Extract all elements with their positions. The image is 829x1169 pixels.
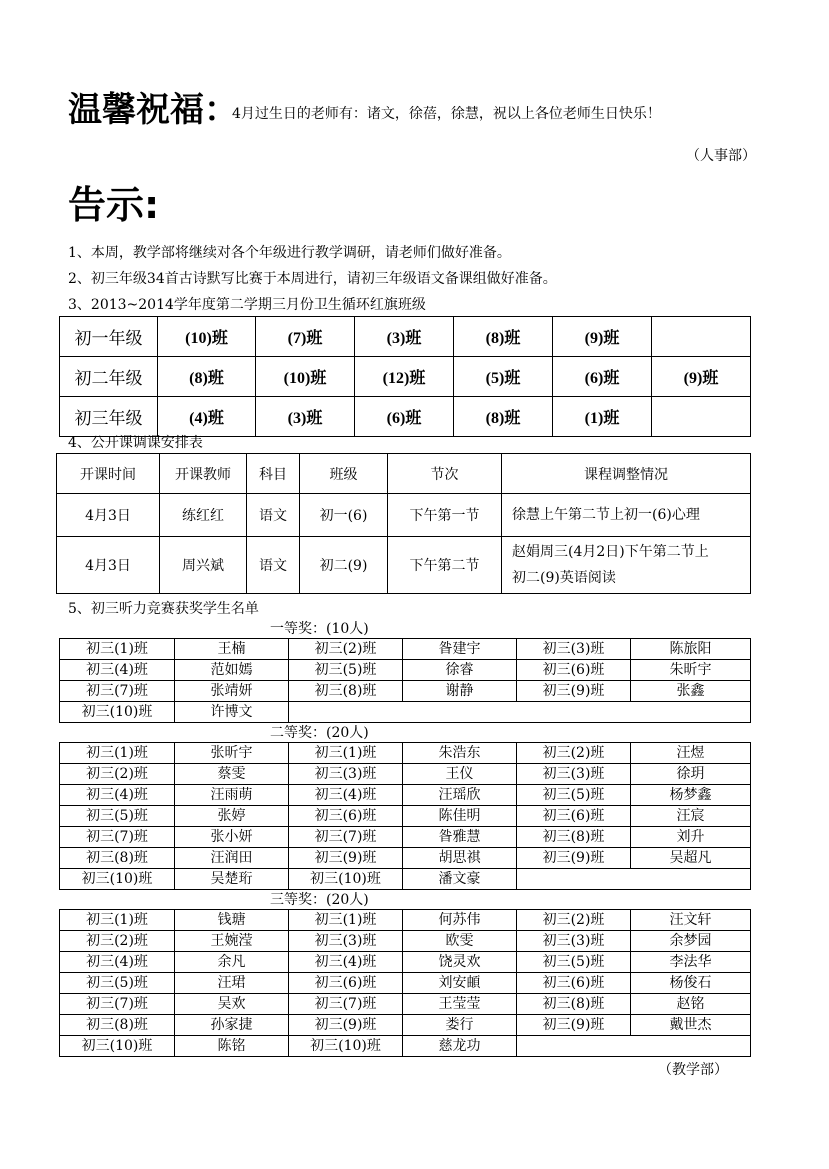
- lesson-subject: 语文: [247, 494, 300, 537]
- award-student: 王楠: [175, 639, 289, 660]
- red-flag-class: (12)班: [355, 357, 454, 397]
- award-class: 初三(6)班: [517, 660, 631, 681]
- award-student: 汪珺: [175, 973, 289, 994]
- award-row: [60, 743, 751, 764]
- award-student: 张鑫: [631, 681, 751, 702]
- award-row: [60, 639, 751, 660]
- award-student: 孙家捷: [175, 1015, 289, 1036]
- header-date: 开课时间: [57, 454, 160, 494]
- red-flag-class: (3)班: [355, 317, 454, 357]
- awards-title: 5、初三听力竞赛获奖学生名单: [68, 601, 259, 617]
- award-student: 王婉滢: [175, 931, 289, 952]
- award-class: 初三(5)班: [60, 973, 175, 994]
- award-student: 吴楚珩: [175, 869, 289, 890]
- award-student: 张昕宇: [175, 743, 289, 764]
- award-class: 初三(5)班: [517, 785, 631, 806]
- award-class: 初三(10)班: [60, 702, 175, 723]
- red-flag-class: (8)班: [454, 317, 553, 357]
- lesson-subject: 语文: [247, 537, 300, 594]
- award-student: 戴世杰: [631, 1015, 751, 1036]
- red-flag-class: (8)班: [158, 357, 256, 397]
- lesson-date: 4月3日: [57, 537, 160, 594]
- award-student: 陈旅阳: [631, 639, 751, 660]
- award-row: [60, 764, 751, 785]
- lesson-adjust: [502, 494, 751, 537]
- award-student: 余凡: [175, 952, 289, 973]
- award-row: [60, 681, 751, 702]
- red-flag-class: (4)班: [158, 397, 256, 437]
- award-class: 初三(9)班: [517, 848, 631, 869]
- red-flag-row: [60, 317, 751, 357]
- notice-item-3: 3、2013~2014学年度第二学期三月份卫生循环红旗班级: [68, 297, 426, 313]
- lesson-row: [57, 494, 751, 537]
- award-student: 朱昕宇: [631, 660, 751, 681]
- award-student: 汪文轩: [631, 910, 751, 931]
- first-prize-table: [59, 638, 751, 723]
- award-class: 初三(8)班: [60, 1015, 175, 1036]
- award-student: 张靖妍: [175, 681, 289, 702]
- award-student: 王莹莹: [403, 994, 517, 1015]
- greeting-text: 4月过生日的老师有：诸文，徐蓓，徐慧，祝以上各位老师生日快乐！: [232, 106, 661, 122]
- award-class: 初三(3)班: [289, 931, 403, 952]
- award-class: 初三(7)班: [60, 994, 175, 1015]
- lesson-class: 初二(9): [300, 537, 388, 594]
- award-student: 张婷: [175, 806, 289, 827]
- award-student: 徐玥: [631, 764, 751, 785]
- header-adjust: 课程调整情况: [502, 454, 751, 494]
- grade-label: 初一年级: [60, 317, 158, 357]
- award-class: 初三(4)班: [60, 952, 175, 973]
- award-student: 吴欢: [175, 994, 289, 1015]
- red-flag-class: [652, 317, 751, 357]
- award-class: 初三(5)班: [289, 660, 403, 681]
- red-flag-class: (6)班: [355, 397, 454, 437]
- award-class: 初三(7)班: [60, 681, 175, 702]
- header-teacher: 开课教师: [160, 454, 247, 494]
- award-student: 昝雅慧: [403, 827, 517, 848]
- award-class: 初三(4)班: [289, 785, 403, 806]
- award-student: 昝建宇: [403, 639, 517, 660]
- award-class: 初三(8)班: [517, 994, 631, 1015]
- award-row: [60, 827, 751, 848]
- award-row: [60, 869, 751, 890]
- award-class: 初三(1)班: [60, 910, 175, 931]
- header-period: 节次: [388, 454, 502, 494]
- award-student: 刘升: [631, 827, 751, 848]
- award-student: 许博文: [175, 702, 289, 723]
- award-student: 汪宸: [631, 806, 751, 827]
- red-flag-class: (8)班: [454, 397, 553, 437]
- award-class: 初三(9)班: [289, 1015, 403, 1036]
- lesson-date: 4月3日: [57, 494, 160, 537]
- greeting-title: 温馨祝福：: [68, 90, 238, 130]
- first-prize-heading: 一等奖：(10人): [270, 621, 369, 637]
- lesson-period: 下午第一节: [388, 494, 502, 537]
- award-class: 初三(3)班: [289, 764, 403, 785]
- award-class: 初三(9)班: [517, 1015, 631, 1036]
- award-student: 刘安頔: [403, 973, 517, 994]
- award-student: 杨梦鑫: [631, 785, 751, 806]
- award-student: 徐睿: [403, 660, 517, 681]
- award-student: 陈佳明: [403, 806, 517, 827]
- award-class: 初三(4)班: [60, 660, 175, 681]
- award-row: [60, 785, 751, 806]
- red-flag-class: (6)班: [553, 357, 652, 397]
- grade-label: 初二年级: [60, 357, 158, 397]
- award-class: 初三(2)班: [60, 931, 175, 952]
- award-student: 蔡雯: [175, 764, 289, 785]
- award-student: 欧雯: [403, 931, 517, 952]
- award-class: 初三(7)班: [60, 827, 175, 848]
- red-flag-class: (9)班: [553, 317, 652, 357]
- award-student: 范如嫣: [175, 660, 289, 681]
- award-student: 王仪: [403, 764, 517, 785]
- notice-item-2: 2、初三年级34首古诗默写比赛于本周进行，请初三年级语文备课组做好准备。: [68, 271, 557, 287]
- award-empty: [289, 702, 751, 723]
- award-row: [60, 1015, 751, 1036]
- lesson-header-row: [57, 454, 751, 494]
- red-flag-class: (10)班: [256, 357, 355, 397]
- award-empty: [517, 869, 751, 890]
- award-class: 初三(10)班: [60, 1036, 175, 1057]
- award-class: 初三(5)班: [60, 806, 175, 827]
- award-student: 谢静: [403, 681, 517, 702]
- award-class: 初三(4)班: [289, 952, 403, 973]
- red-flag-row: [60, 397, 751, 437]
- award-row: [60, 931, 751, 952]
- red-flag-class: (5)班: [454, 357, 553, 397]
- award-class: 初三(6)班: [289, 973, 403, 994]
- award-row: [60, 848, 751, 869]
- header-class: 班级: [300, 454, 388, 494]
- award-class: 初三(3)班: [517, 639, 631, 660]
- red-flag-class: (7)班: [256, 317, 355, 357]
- award-class: 初三(2)班: [517, 910, 631, 931]
- award-student: 何苏伟: [403, 910, 517, 931]
- award-class: 初三(7)班: [289, 994, 403, 1015]
- award-student: 汪瑶欣: [403, 785, 517, 806]
- red-flag-row: [60, 357, 751, 397]
- award-row: [60, 994, 751, 1015]
- second-prize-table: [59, 742, 751, 890]
- award-student: 饶灵欢: [403, 952, 517, 973]
- award-row: [60, 952, 751, 973]
- lesson-adjust-line: 赵娟周三(4月2日)下午第二节上: [512, 544, 709, 560]
- award-student: 朱浩东: [403, 743, 517, 764]
- award-class: 初三(9)班: [517, 681, 631, 702]
- award-student: 娄行: [403, 1015, 517, 1036]
- award-student: 胡思祺: [403, 848, 517, 869]
- lesson-table-title: 4、公开课调课安排表: [68, 435, 203, 451]
- third-prize-heading: 三等奖：(20人): [270, 892, 369, 908]
- award-class: 初三(10)班: [289, 1036, 403, 1057]
- award-class: 初三(5)班: [517, 952, 631, 973]
- header-subject: 科目: [247, 454, 300, 494]
- teaching-dept-signature: （教学部）: [658, 1062, 728, 1078]
- award-student: 赵铭: [631, 994, 751, 1015]
- award-student: 慈龙功: [403, 1036, 517, 1057]
- lesson-table: [56, 453, 751, 594]
- award-student: 吴超凡: [631, 848, 751, 869]
- second-prize-heading: 二等奖：(20人): [270, 725, 369, 741]
- award-class: 初三(10)班: [289, 869, 403, 890]
- award-student: 李法华: [631, 952, 751, 973]
- award-class: 初三(2)班: [289, 639, 403, 660]
- award-class: 初三(8)班: [289, 681, 403, 702]
- award-class: 初三(3)班: [517, 931, 631, 952]
- red-flag-class: (9)班: [652, 357, 751, 397]
- lesson-period: 下午第二节: [388, 537, 502, 594]
- award-class: 初三(1)班: [289, 743, 403, 764]
- award-row: [60, 806, 751, 827]
- award-class: 初三(8)班: [60, 848, 175, 869]
- award-class: 初三(4)班: [60, 785, 175, 806]
- award-student: 钱瑭: [175, 910, 289, 931]
- award-class: 初三(9)班: [289, 848, 403, 869]
- hr-signature: （人事部）: [686, 148, 756, 164]
- award-student: 张小妍: [175, 827, 289, 848]
- award-class: 初三(10)班: [60, 869, 175, 890]
- award-class: 初三(3)班: [517, 764, 631, 785]
- lesson-teacher: 周兴斌: [160, 537, 247, 594]
- award-student: 杨俊石: [631, 973, 751, 994]
- lesson-adjust-line: 徐慧上午第二节上初一(6)心理: [512, 507, 700, 523]
- red-flag-table: [59, 316, 751, 437]
- red-flag-class: (10)班: [158, 317, 256, 357]
- award-student: 潘文豪: [403, 869, 517, 890]
- lesson-adjust: [502, 537, 751, 594]
- third-prize-table: [59, 909, 751, 1057]
- notice-item-1: 1、本周，教学部将继续对各个年级进行教学调研，请老师们做好准备。: [68, 245, 511, 261]
- award-row: [60, 1036, 751, 1057]
- lesson-adjust-line: 初二(9)英语阅读: [512, 570, 616, 586]
- award-class: 初三(2)班: [60, 764, 175, 785]
- grade-label: 初三年级: [60, 397, 158, 437]
- award-class: 初三(1)班: [289, 910, 403, 931]
- notice-title: 告示:: [68, 183, 160, 227]
- award-row: [60, 702, 751, 723]
- award-class: 初三(2)班: [517, 743, 631, 764]
- award-class: 初三(7)班: [289, 827, 403, 848]
- award-row: [60, 973, 751, 994]
- lesson-row: [57, 537, 751, 594]
- award-student: 陈铭: [175, 1036, 289, 1057]
- award-row: [60, 660, 751, 681]
- award-student: 汪雨萌: [175, 785, 289, 806]
- lesson-class: 初一(6): [300, 494, 388, 537]
- award-class: 初三(8)班: [517, 827, 631, 848]
- award-class: 初三(1)班: [60, 743, 175, 764]
- award-empty: [517, 1036, 751, 1057]
- red-flag-class: (1)班: [553, 397, 652, 437]
- award-class: 初三(6)班: [289, 806, 403, 827]
- award-row: [60, 910, 751, 931]
- award-student: 汪润田: [175, 848, 289, 869]
- award-class: 初三(6)班: [517, 973, 631, 994]
- red-flag-class: [652, 397, 751, 437]
- red-flag-class: (3)班: [256, 397, 355, 437]
- award-student: 汪煜: [631, 743, 751, 764]
- award-student: 余梦园: [631, 931, 751, 952]
- award-class: 初三(1)班: [60, 639, 175, 660]
- lesson-teacher: 练红红: [160, 494, 247, 537]
- award-class: 初三(6)班: [517, 806, 631, 827]
